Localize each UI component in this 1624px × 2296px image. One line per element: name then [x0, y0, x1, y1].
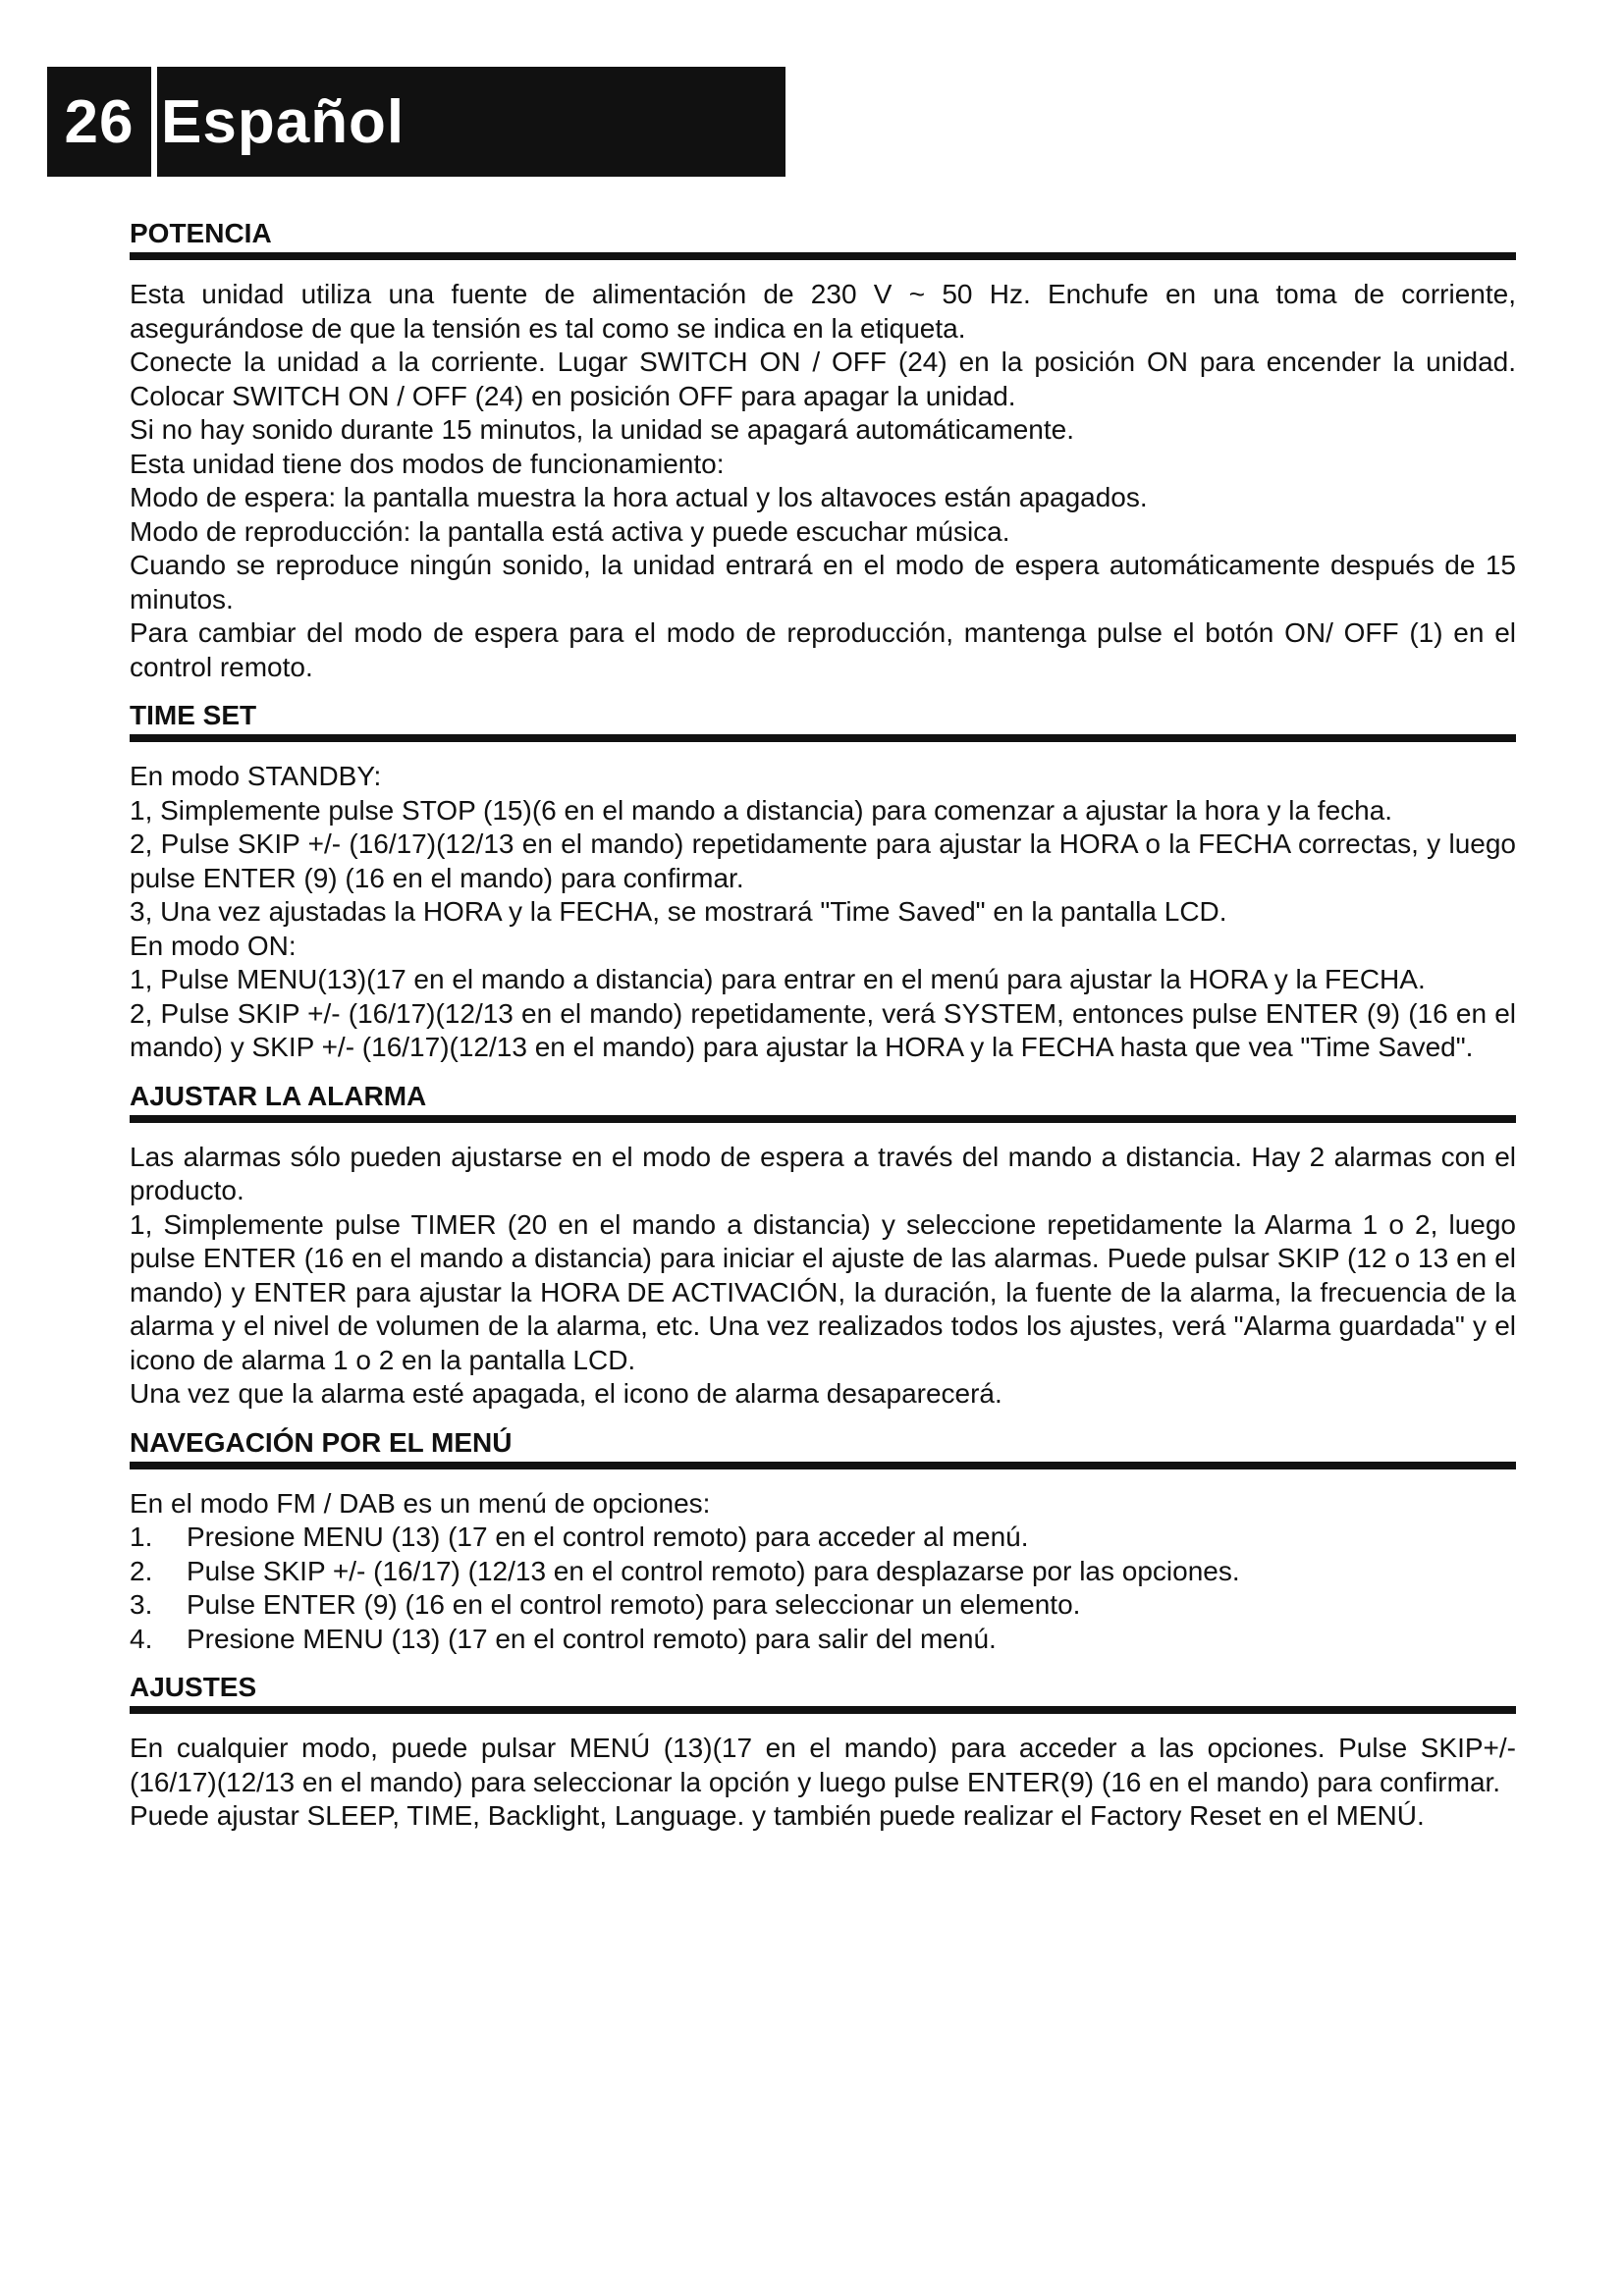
paragraph: Puede ajustar SLEEP, TIME, Backlight, Language. y también puede realizar el Factory Reset en el MENÚ. [130, 1800, 1425, 1831]
paragraph: 2, Pulse SKIP +/- (16/17)(12/13 en el mando) repetidamente, verá SYSTEM, entonces pulse ENTER (9) (16 en el mando) y SKIP +/- (16/17)(12/13 en el mando) para ajustar la HORA y la FECHA hasta que vea "Time Saved". [130, 997, 1516, 1062]
section-divider [130, 1706, 1516, 1714]
section-divider [130, 1462, 1516, 1469]
page-number: 26 [47, 67, 151, 177]
list-item [130, 1623, 1516, 1657]
section-title: TIME SET [130, 700, 257, 730]
paragraph: Cuando se reproduce ningún sonido, la unidad entrará en el modo de espera automáticamente después de 15 minutos. [130, 550, 1516, 614]
list-item-text: Presione MENU (13) (17 en el control remoto) para salir del menú. [187, 1623, 997, 1654]
paragraph: Las alarmas sólo pueden ajustarse en el modo de espera a través del mando a distancia. Hay 2 alarmas con el producto. [130, 1141, 1516, 1205]
list-item-text: Pulse SKIP +/- (16/17) (12/13 en el control remoto) para desplazarse por las opciones. [187, 1555, 1240, 1586]
section-title: POTENCIA [130, 218, 272, 248]
page-content [130, 216, 1516, 1847]
paragraph: 2, Pulse SKIP +/- (16/17)(12/13 en el mando) repetidamente para ajustar la HORA o la FECHA correctas, y luego pulse ENTER (9) (16 en el mando) para confirmar. [130, 828, 1516, 893]
paragraph: En cualquier modo, puede pulsar MENÚ (13)(17 en el mando) para acceder a las opciones. Pulse SKIP+/- (16/17)(12/13 en el mando) para seleccionar la opción y luego pulse ENTER(9) (16 en el mando) para confirmar. [130, 1733, 1516, 1797]
list-item-number: 2. [130, 1555, 153, 1586]
section-title: AJUSTES [130, 1672, 257, 1702]
paragraph: Para cambiar del modo de espera para el modo de reproducción, mantenga pulse el botón ON/ OFF (1) en el control remoto. [130, 617, 1516, 682]
page-header [47, 67, 785, 177]
paragraph: En el modo FM / DAB es un menú de opciones: [130, 1487, 711, 1519]
list-item [130, 1588, 1516, 1623]
section-title: NAVEGACIÓN POR EL MENÚ [130, 1426, 513, 1458]
list-item-number: 1. [130, 1522, 153, 1552]
paragraph: 1, Simplemente pulse TIMER (20 en el mando a distancia) y seleccione repetidamente la Alarma 1 o 2, luego pulse ENTER (16 en el mando a distancia) para iniciar el ajuste de las alarmas. Puede pulsar SKIP (12 o 13 en el mando) y ENTER para ajustar la HORA DE ACTIVACIÓN, la duración, la fuente de la alarma, la frecuencia de la alarma y el nivel de volumen de la alarma, etc. Una vez realizados todos los ajustes, verá "Alarma guardada" y el icono de alarma 1 o 2 en la pantalla LCD. [130, 1208, 1516, 1375]
paragraph: En modo STANDBY: [130, 761, 382, 791]
paragraph: Una vez que la alarma esté apagada, el icono de alarma desaparecerá. [130, 1378, 1002, 1409]
section-navegacion-por-el-menu [130, 1425, 1516, 1657]
list-item-number: 3. [130, 1589, 153, 1620]
section-potencia [130, 216, 1516, 684]
list-item [130, 1555, 1516, 1589]
paragraph: 1, Simplemente pulse STOP (15)(6 en el mando a distancia) para comenzar a ajustar la hora y la fecha. [130, 794, 1393, 826]
list-item [130, 1521, 1516, 1555]
list-item-number: 4. [130, 1623, 153, 1654]
page-title: Español [157, 67, 785, 177]
paragraph: Esta unidad tiene dos modos de funcionamiento: [130, 448, 725, 479]
section-divider [130, 734, 1516, 742]
paragraph: 1, Pulse MENU(13)(17 en el mando a distancia) para entrar en el menú para ajustar la HORA y la FECHA. [130, 964, 1426, 994]
paragraph: 3, Una vez ajustadas la HORA y la FECHA, se mostrará "Time Saved" en la pantalla LCD. [130, 896, 1227, 927]
section-divider [130, 252, 1516, 260]
list-item-text: Presione MENU (13) (17 en el control remoto) para acceder al menú. [187, 1522, 1029, 1552]
paragraph: Esta unidad utiliza una fuente de alimentación de 230 V ~ 50 Hz. Enchufe en una toma de corriente, asegurándose de que la tensión es tal como se indica en la etiqueta. [130, 279, 1516, 344]
list-item-text: Pulse ENTER (9) (16 en el control remoto) para seleccionar un elemento. [187, 1589, 1081, 1620]
paragraph: Modo de espera: la pantalla muestra la hora actual y los altavoces están apagados. [130, 482, 1148, 512]
paragraph: Si no hay sonido durante 15 minutos, la unidad se apagará automáticamente. [130, 414, 1074, 445]
numbered-list [130, 1521, 1516, 1656]
section-divider [130, 1115, 1516, 1123]
paragraph: En modo ON: [130, 930, 297, 961]
section-title: AJUSTAR LA ALARMA [130, 1080, 427, 1111]
paragraph: Conecte la unidad a la corriente. Lugar SWITCH ON / OFF (24) en la posición ON para encender la unidad. Colocar SWITCH ON / OFF (24) en posición OFF para apagar la unidad. [130, 347, 1516, 411]
paragraph: Modo de reproducción: la pantalla está activa y puede escuchar música. [130, 515, 1010, 547]
section-ajustes [130, 1670, 1516, 1834]
section-ajustar-la-alarma [130, 1079, 1516, 1412]
section-time-set [130, 698, 1516, 1065]
